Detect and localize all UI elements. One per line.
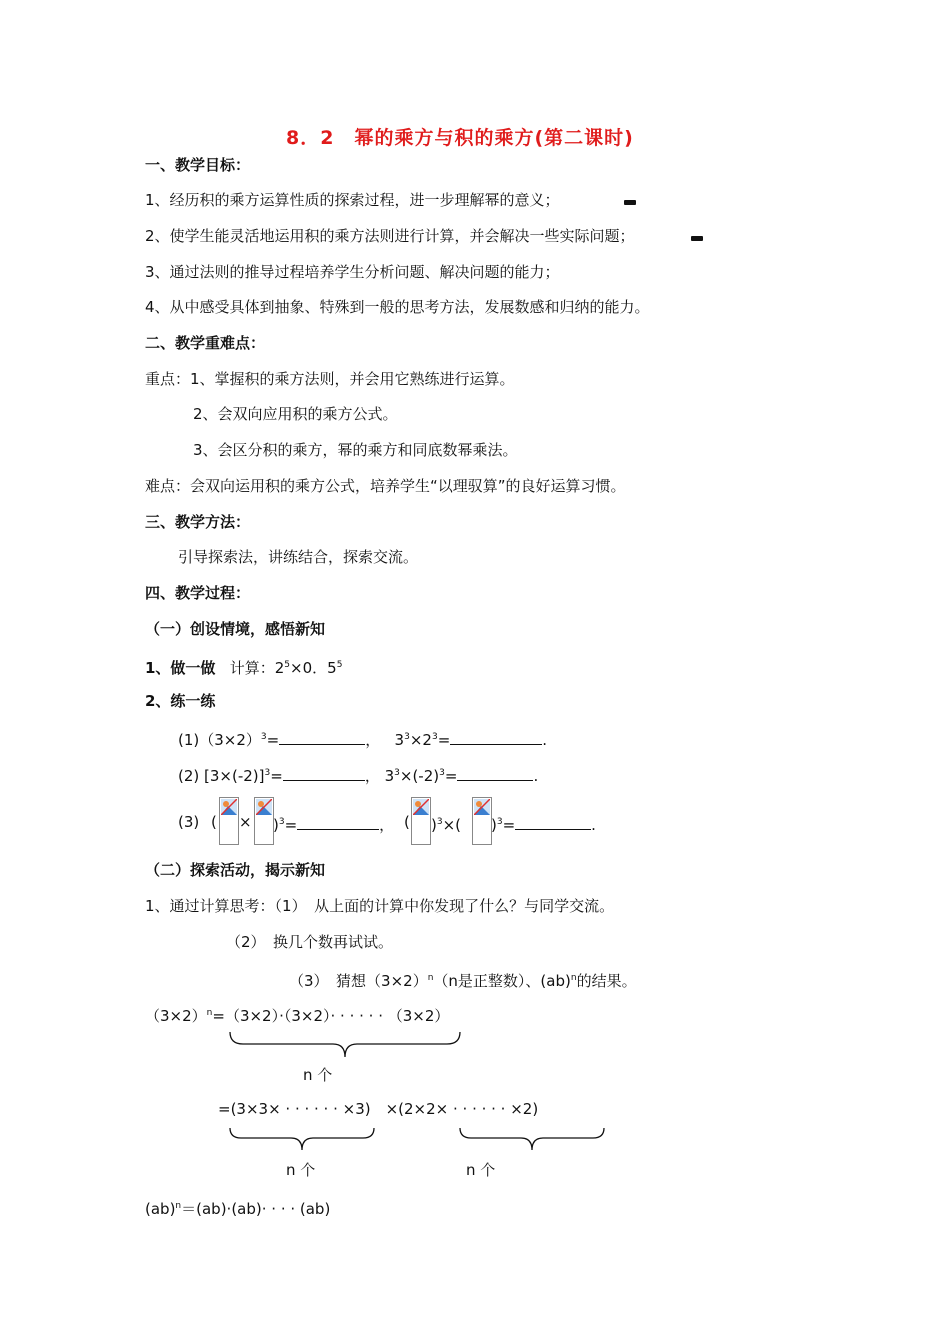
paren-close: [491, 812, 596, 835]
expr-text: （3） 猜想（3×2）: [289, 972, 428, 990]
equation-3: [145, 1196, 330, 1219]
heading-teaching-goals: 一、教学目标：: [145, 156, 251, 174]
image-placeholder-icon: [472, 797, 492, 845]
do-it-line: [145, 655, 342, 678]
do-it-label: 1、做一做: [145, 659, 216, 677]
difficult-point: 难点：会双向运用积的乘方公式，培养学生“以理驭算”的良好运算习惯。: [145, 477, 626, 495]
practice-row-2: [178, 763, 538, 786]
expr-text: (2) [3×(-2)]: [178, 767, 265, 785]
key-point-3: 3、会区分积的乘方，幂的乘方和同底数幂乘法。: [193, 441, 518, 459]
question-2: （2） 换几个数再试试。: [226, 933, 394, 951]
expr-text: 的结果。: [576, 972, 637, 990]
brace-label-1: n 个: [303, 1066, 333, 1084]
heading-teaching-method: 三、教学方法：: [145, 513, 251, 531]
equation-2: =(3×3× · · · · · · ×3) ×(2×2× · · · · · · ×2): [218, 1100, 539, 1118]
do-it-expr-mid: ×0．5: [290, 659, 337, 677]
exponent: 3: [264, 768, 271, 778]
teaching-method-text: 引导探索法，讲练结合，探索交流。: [178, 548, 419, 566]
goal-item-3: 3、通过法则的推导过程培养学生分析问题、解决问题的能力；: [145, 263, 560, 281]
expr-middle: [431, 812, 461, 835]
exponent: 5: [284, 660, 291, 670]
goal-item-2: 2、使学生能灵活地运用积的乘方法则进行计算，并会解决一些实际问题；: [145, 227, 635, 245]
expr-text: 3: [384, 767, 395, 785]
answer-blank[interactable]: [279, 730, 365, 745]
expr-text: ×2: [409, 731, 432, 749]
exponent: 3: [439, 768, 445, 778]
expr-text: ×(-2): [399, 767, 440, 785]
exponent: 3: [431, 732, 438, 742]
expr-text: =: [502, 816, 516, 834]
expr-text: =: [437, 731, 451, 749]
expr-text: ): [273, 816, 279, 834]
paren-close: [273, 812, 394, 835]
answer-blank[interactable]: [450, 730, 542, 745]
key-point-1: 重点：1、掌握积的乘方法则，并会用它熟练进行运算。: [145, 370, 515, 388]
exponent: n: [427, 973, 434, 983]
expr-text: ×(: [442, 816, 462, 834]
equation-1: [145, 1003, 449, 1026]
times-sign: ×: [239, 813, 252, 831]
subheading-explore: （二）探索活动，揭示新知: [145, 861, 326, 879]
expr-text: (ab): [145, 1200, 176, 1218]
expr-text: ，: [365, 731, 381, 749]
answer-blank[interactable]: [283, 766, 365, 781]
exponent: n: [570, 973, 577, 983]
expr-text: =（3×2）·（3×2）· · · · · · （3×2）: [212, 1007, 450, 1025]
expr-text: =: [444, 767, 458, 785]
expr-text: （n是正整数）、(ab): [433, 972, 571, 990]
exponent: 3: [404, 732, 410, 742]
image-placeholder-icon: [411, 797, 431, 845]
exponent: n: [175, 1201, 182, 1211]
exponent: 3: [278, 817, 285, 827]
question-3: [289, 968, 637, 991]
expr-text: =: [270, 767, 283, 785]
practice-3-label: (3): [178, 813, 200, 831]
exponent: 3: [436, 817, 443, 827]
exponent: 3: [394, 768, 400, 778]
exponent: 3: [496, 817, 503, 827]
answer-blank[interactable]: [457, 766, 533, 781]
expr-text: =: [284, 816, 298, 834]
expr-text: =: [266, 731, 280, 749]
heading-key-points: 二、教学重难点：: [145, 334, 266, 352]
practice-row-1: [178, 727, 547, 750]
underbrace-1: [229, 1030, 461, 1060]
practice-label: 2、练一练: [145, 692, 216, 710]
paren-open: (: [404, 813, 410, 831]
goal-item-1: 1、经历积的乘方运算性质的探索过程，进一步理解幂的意义；: [145, 191, 560, 209]
expr-text: ，: [364, 767, 380, 785]
key-point-2: 2、会双向应用积的乘方公式。: [193, 405, 398, 423]
do-it-expr: 计算：2: [229, 659, 285, 677]
expr-text: ＝(ab)·(ab)· · · · (ab): [181, 1200, 331, 1218]
expr-text: （3×2）: [145, 1007, 207, 1025]
expr-text: ): [491, 816, 497, 834]
paren-open: (: [211, 813, 217, 831]
answer-blank[interactable]: [297, 815, 379, 830]
underbrace-3: [459, 1126, 605, 1152]
brace-label-3: n 个: [466, 1161, 496, 1179]
image-placeholder-icon: [254, 797, 274, 845]
page-title: 8．2 幂的乘方与积的乘方(第二课时): [286, 127, 634, 149]
exponent: n: [206, 1008, 213, 1018]
brace-label-2: n 个: [286, 1161, 316, 1179]
exponent: 5: [336, 660, 343, 670]
edit-mark-icon: [691, 236, 703, 241]
expr-text: .: [533, 767, 539, 785]
edit-mark-icon: [624, 200, 636, 205]
question-1: 1、通过计算思考：（1） 从上面的计算中你发现了什么？与同学交流。: [145, 897, 615, 915]
image-placeholder-icon: [219, 797, 239, 845]
expr-text: .: [542, 731, 548, 749]
expr-text: 3: [394, 731, 405, 749]
expr-text: .: [591, 816, 596, 834]
answer-blank[interactable]: [515, 815, 591, 830]
expr-text: ): [431, 816, 437, 834]
subheading-situation: （一）创设情境，感悟新知: [145, 620, 326, 638]
exponent: 3: [260, 732, 267, 742]
heading-teaching-process: 四、教学过程：: [145, 584, 251, 602]
underbrace-2: [229, 1126, 375, 1152]
expr-text: ，: [379, 816, 395, 834]
goal-item-4: 4、从中感受具体到抽象、特殊到一般的思考方法，发展数感和归纳的能力。: [145, 298, 650, 316]
expr-text: (1)（3×2）: [178, 731, 261, 749]
